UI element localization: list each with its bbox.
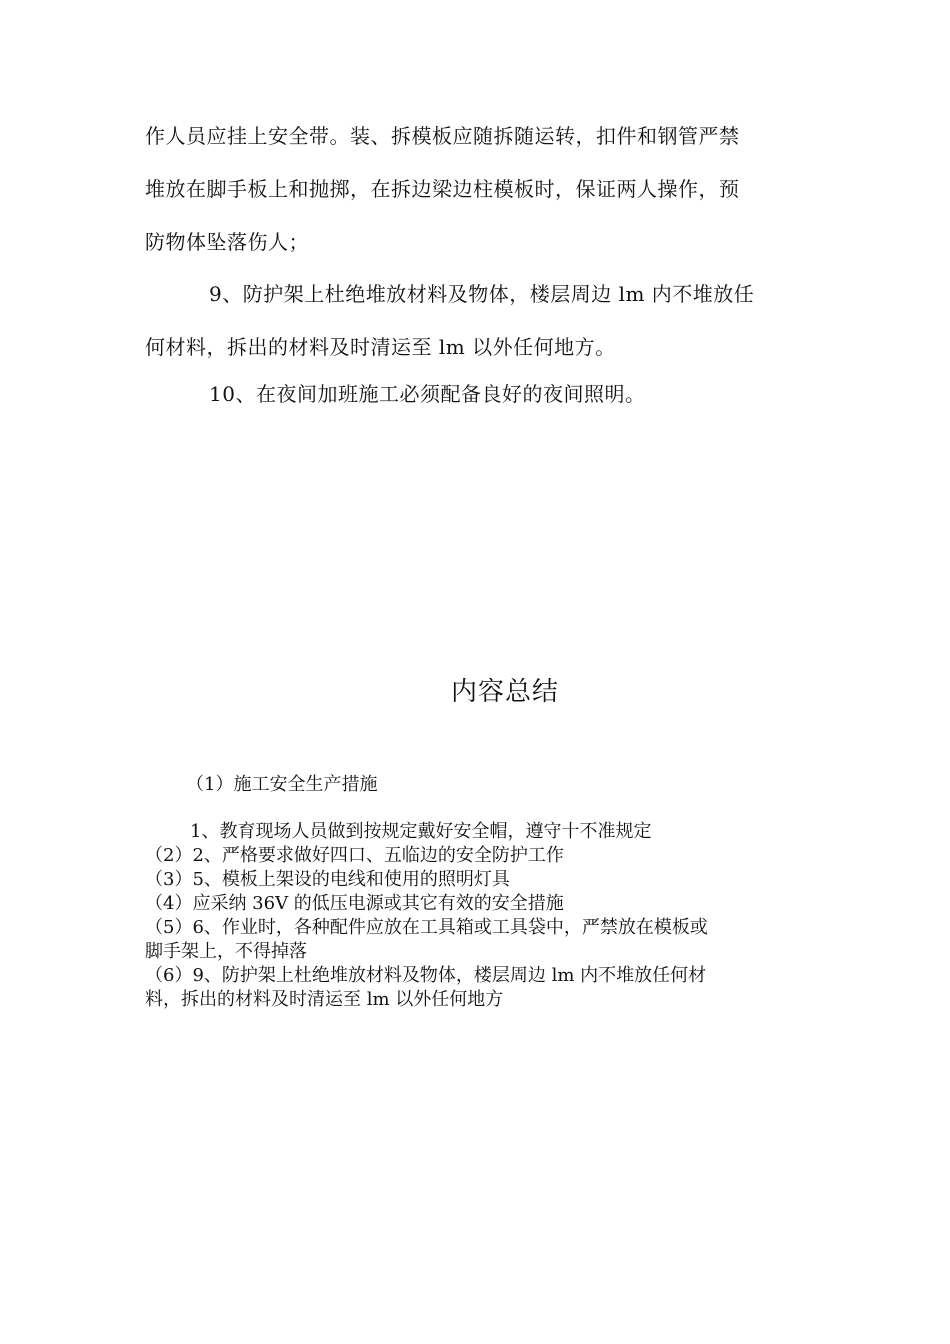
summary-item: （5）6、作业时，各种配件应放在工具箱或工具袋中，严禁放在模板或 — [145, 917, 708, 938]
summary-item: 脚手架上，不得掉落 — [145, 941, 307, 962]
paragraph-safety-belt — [145, 110, 795, 269]
summary-title: 内容总结 — [450, 677, 559, 707]
summary-heading: （1）施工安全生产措施 — [186, 774, 378, 795]
paragraph-line: 作人员应挂上安全带。装、拆模板应随拆随运转，扣件和钢管严禁 — [145, 124, 740, 148]
summary-item: （6）9、防护架上杜绝堆放材料及物体，楼层周边 lm 内不堆放任何材 — [145, 965, 707, 986]
paragraph-line: 何材料，拆出的材料及时清运至 lm 以外任何地方。 — [145, 335, 616, 359]
summary-list — [145, 820, 795, 1012]
paragraph-line: 防物体坠落伤人； — [145, 230, 309, 254]
paragraph-line: 9、防护架上杜绝堆放材料及物体，楼层周边 lm 内不堆放任 — [209, 282, 755, 306]
summary-item: 料，拆出的材料及时清运至 lm 以外任何地方 — [145, 989, 504, 1010]
paragraph-line: 10、在夜间加班施工必须配备良好的夜间照明。 — [209, 382, 646, 406]
paragraph-item-9 — [145, 268, 795, 374]
summary-item: （4）应采纳 36V 的低压电源或其它有效的安全措施 — [145, 893, 564, 914]
paragraph-line: 堆放在脚手板上和抛掷，在拆边梁边柱模板时，保证两人操作，预 — [145, 177, 740, 201]
summary-item: （3）5、模板上架设的电线和使用的照明灯具 — [145, 869, 510, 890]
paragraph-item-10 — [145, 368, 795, 421]
summary-item: （2）2、严格要求做好四口、五临边的安全防护工作 — [145, 845, 564, 866]
summary-item: 1、教育现场人员做到按规定戴好安全帽，遵守十不准规定 — [190, 821, 652, 842]
